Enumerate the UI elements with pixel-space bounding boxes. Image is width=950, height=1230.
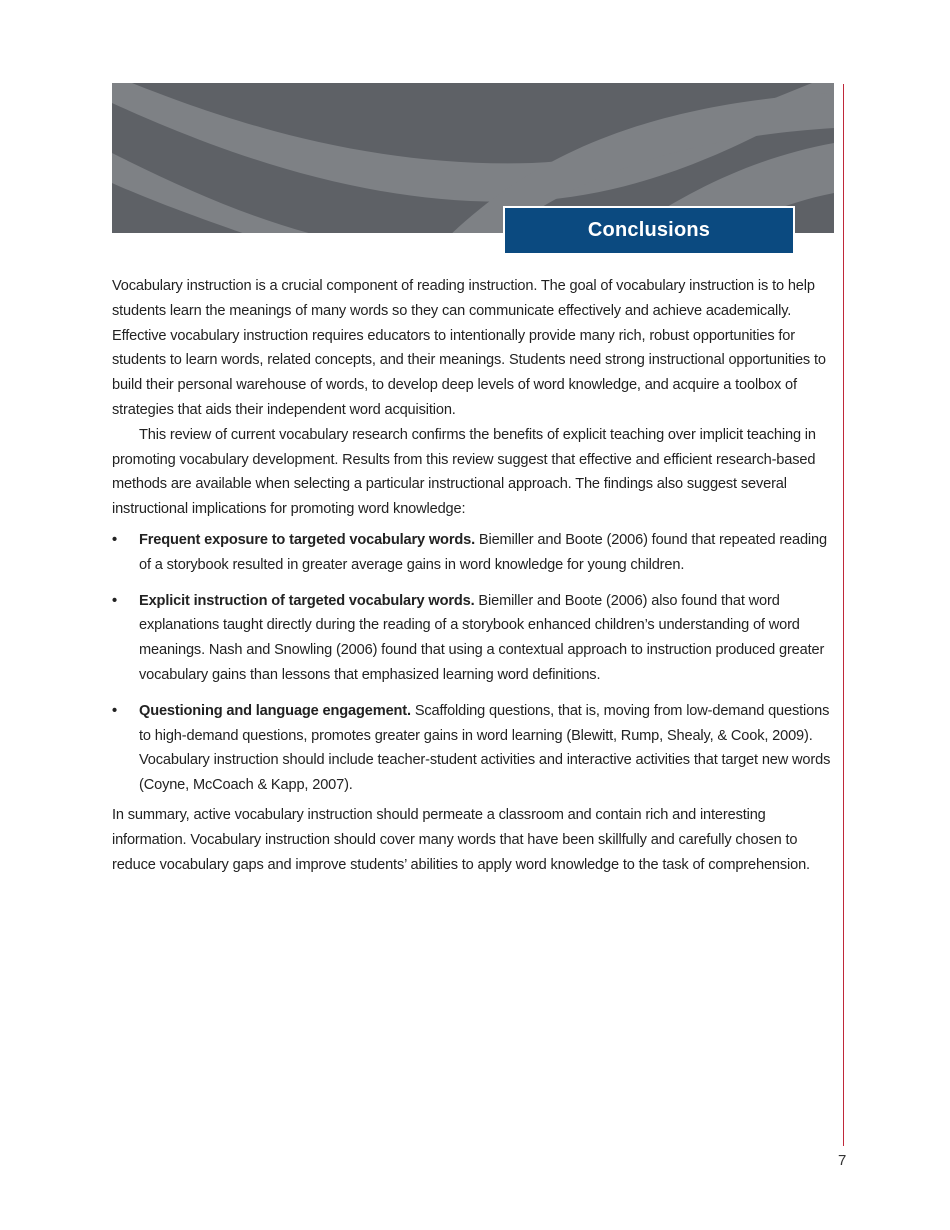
section-title: Conclusions: [503, 206, 795, 255]
summary-paragraph: In summary, active vocabulary instruction should permeate a classroom and contain rich and interesting information. Vocabulary instruction should cover many words that have been skillfully and carefully chosen to reduce vocabulary gaps and improve students’ abilities to apply word knowledge to the task of comprehension.: [112, 806, 810, 873]
bullet-marker: •: [112, 702, 117, 719]
intro-paragraph: Vocabulary instruction is a crucial component of reading instruction. The goal of vocabulary instruction is to help students learn the meanings of many words so they can communicate effectively and achieve academically. Effective vocabulary instruction requires educators to intentionally provide many rich, robust opportunities for students to learn words, related concepts, and their meanings. Students need strong instructional opportunities to build their personal warehouse of words, to develop deep levels of word knowledge, and acquire a toolbox of strategies that aids their independent word acquisition.: [112, 278, 826, 418]
page-number: 7: [838, 1152, 847, 1169]
list-item: [112, 699, 834, 798]
article-body: [112, 274, 834, 877]
list-item-text: Biemiller and Boote (2006) also found that word explanations taught directly during the reading of a storybook enhanced children’s understanding of word meanings. Nash and Snowling (2006) found that using a contextual approach to instruction produced greater vocabulary gains than lessons that emphasized learning word definitions.: [139, 592, 825, 683]
bullet-marker: •: [112, 592, 117, 609]
list-item: [112, 589, 834, 688]
list-item-heading: Questioning and language engagement.: [139, 702, 411, 719]
bullet-marker: •: [112, 531, 117, 548]
implications-list: [112, 528, 834, 798]
list-item-text: Scaffolding questions, that is, moving from low-demand questions to high-demand questions, promotes greater gains in word learning (Blewitt, Rump, Shealy, & Cook, 2009). Vocabulary instruction should include teacher-student activities and interactive activities that target new words (Coyne, McCoach & Kapp, 2007).: [139, 702, 831, 794]
right-margin-rule: [843, 84, 844, 1146]
list-item: [112, 528, 834, 578]
review-paragraph: This review of current vocabulary research confirms the benefits of explicit teaching over implicit teaching in promoting vocabulary development. Results from this review suggest that effective and efficient research-based methods are available when selecting a particular instructional approach. The findings also suggest several instructional implications for promoting word knowledge:: [112, 426, 816, 518]
list-item-heading: Explicit instruction of targeted vocabulary words.: [139, 592, 475, 609]
list-item-text: Biemiller and Boote (2006) found that repeated reading of a storybook resulted in greater average gains in word knowledge for young children.: [139, 531, 827, 573]
list-item-heading: Frequent exposure to targeted vocabulary words.: [139, 531, 475, 548]
